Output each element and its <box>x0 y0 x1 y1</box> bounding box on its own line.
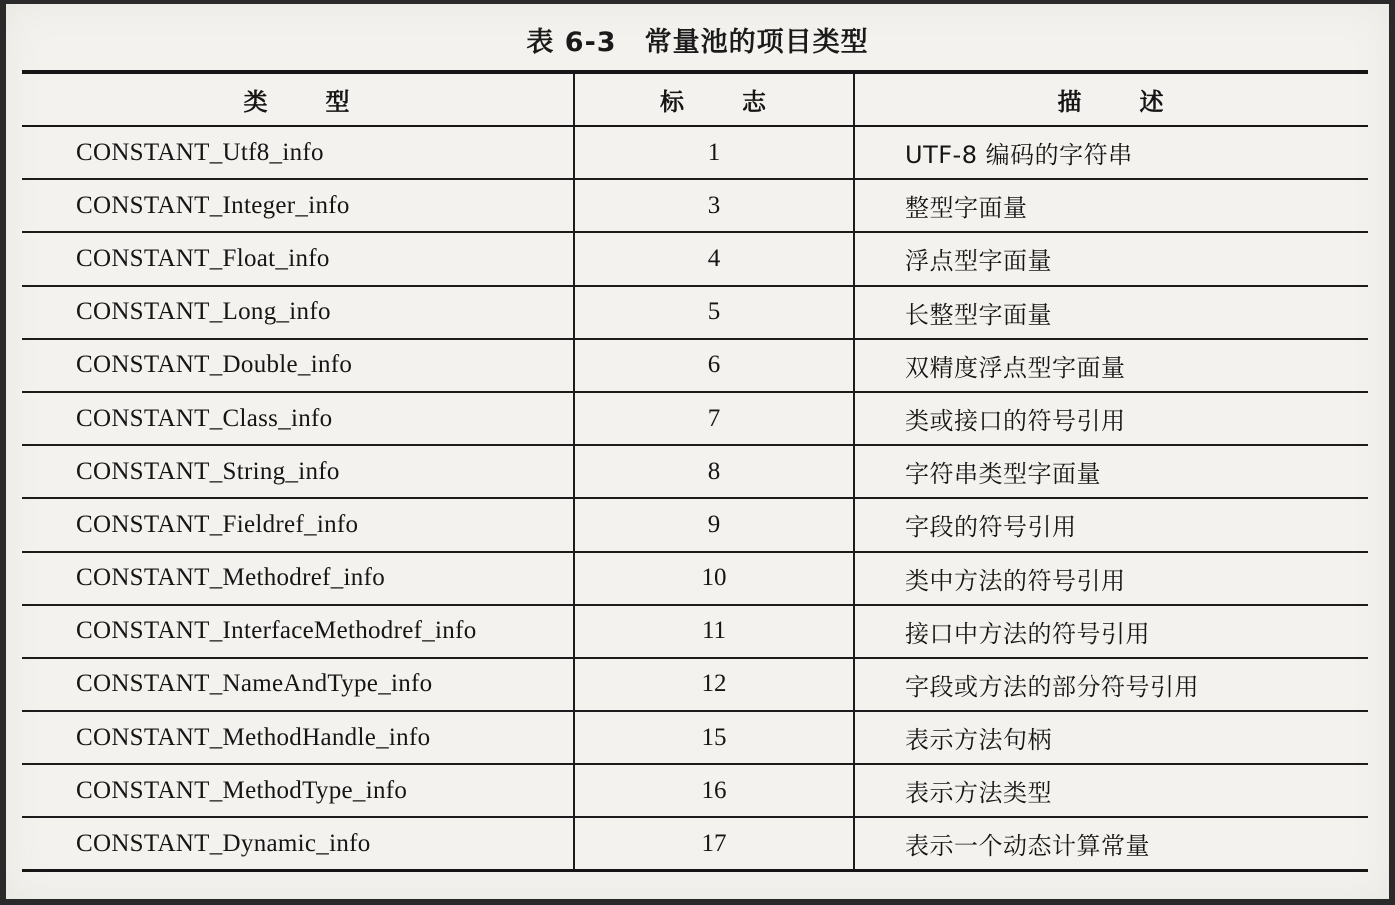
table-row <box>22 605 1368 658</box>
flag-cell: 10 <box>574 552 854 605</box>
type-cell: CONSTANT_Dynamic_info <box>22 817 574 870</box>
flag-cell: 4 <box>574 232 854 285</box>
table-row <box>22 232 1368 285</box>
header-desc: 描 述 <box>854 72 1368 126</box>
desc-cell: 字段或方法的部分符号引用 <box>854 658 1368 711</box>
flag-cell: 7 <box>574 392 854 445</box>
type-cell: CONSTANT_Class_info <box>22 392 574 445</box>
flag-cell: 16 <box>574 764 854 817</box>
flag-cell: 9 <box>574 498 854 551</box>
type-cell: CONSTANT_NameAndType_info <box>22 658 574 711</box>
table-row <box>22 286 1368 339</box>
type-cell: CONSTANT_Long_info <box>22 286 574 339</box>
type-cell: CONSTANT_Integer_info <box>22 179 574 232</box>
flag-cell: 3 <box>574 179 854 232</box>
flag-cell: 12 <box>574 658 854 711</box>
table-caption-title: 常量池的项目类型 <box>644 27 869 58</box>
table-row <box>22 339 1368 392</box>
book-page <box>6 4 1389 899</box>
table-caption <box>6 20 1389 59</box>
type-cell: CONSTANT_Double_info <box>22 339 574 392</box>
type-cell: CONSTANT_Float_info <box>22 232 574 285</box>
desc-cell: 整型字面量 <box>854 179 1368 232</box>
desc-cell: 长整型字面量 <box>854 286 1368 339</box>
flag-cell: 1 <box>574 126 854 179</box>
desc-cell: 字符串类型字面量 <box>854 445 1368 498</box>
header-flag: 标 志 <box>574 72 854 126</box>
flag-cell: 8 <box>574 445 854 498</box>
table-header-row <box>22 72 1368 126</box>
table-row <box>22 711 1368 764</box>
desc-cell: 类或接口的符号引用 <box>854 392 1368 445</box>
header-type: 类 型 <box>22 72 574 126</box>
flag-cell: 5 <box>574 286 854 339</box>
type-cell: CONSTANT_Methodref_info <box>22 552 574 605</box>
desc-cell: 字段的符号引用 <box>854 498 1368 551</box>
flag-cell: 17 <box>574 817 854 870</box>
type-cell: CONSTANT_Fieldref_info <box>22 498 574 551</box>
desc-cell: 双精度浮点型字面量 <box>854 339 1368 392</box>
table-caption-number: 表 6-3 <box>526 27 617 58</box>
table-body <box>22 126 1368 871</box>
table-row <box>22 498 1368 551</box>
flag-cell: 15 <box>574 711 854 764</box>
desc-cell: 浮点型字面量 <box>854 232 1368 285</box>
desc-cell: 接口中方法的符号引用 <box>854 605 1368 658</box>
flag-cell: 6 <box>574 339 854 392</box>
table-row <box>22 764 1368 817</box>
table-row <box>22 392 1368 445</box>
desc-cell: 表示方法类型 <box>854 764 1368 817</box>
type-cell: CONSTANT_MethodType_info <box>22 764 574 817</box>
table-row <box>22 658 1368 711</box>
flag-cell: 11 <box>574 605 854 658</box>
desc-cell: 表示一个动态计算常量 <box>854 817 1368 870</box>
table-row <box>22 126 1368 179</box>
desc-cell: 类中方法的符号引用 <box>854 552 1368 605</box>
table-row <box>22 179 1368 232</box>
table-row <box>22 445 1368 498</box>
type-cell: CONSTANT_Utf8_info <box>22 126 574 179</box>
table-row <box>22 817 1368 870</box>
type-cell: CONSTANT_MethodHandle_info <box>22 711 574 764</box>
constant-pool-table <box>22 70 1368 872</box>
type-cell: CONSTANT_String_info <box>22 445 574 498</box>
desc-cell: UTF-8 编码的字符串 <box>854 126 1368 179</box>
desc-cell: 表示方法句柄 <box>854 711 1368 764</box>
table-row <box>22 552 1368 605</box>
type-cell: CONSTANT_InterfaceMethodref_info <box>22 605 574 658</box>
